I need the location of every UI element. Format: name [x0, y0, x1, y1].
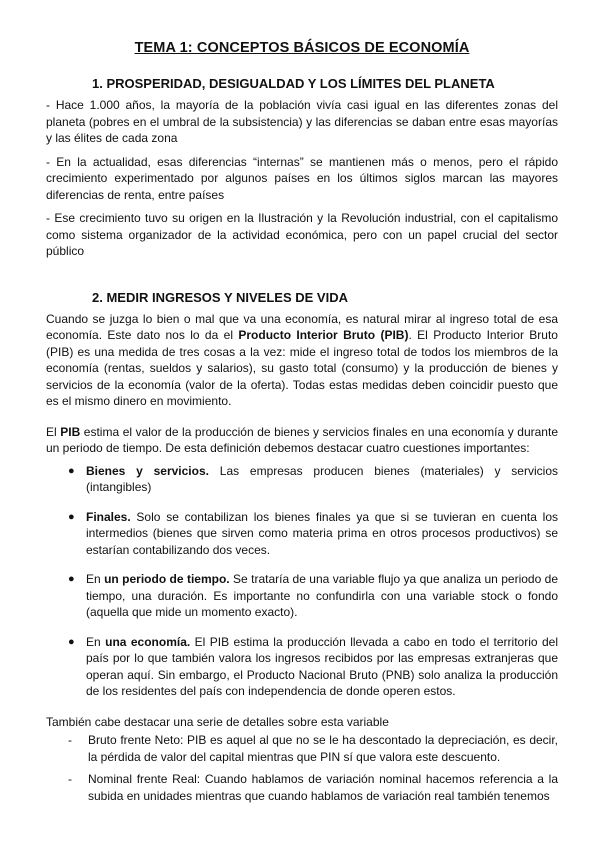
section-1-body: [46, 97, 558, 260]
list-item: ● En una economía. El PIB estima la producción llevada a cabo en todo el territorio del país por lo que también valora los ingresos recibidos por las empresas extranjeras que operan aquí. Sin embargo, el Producto Nacional Bruto (PNB) solo analiza la producción de los residentes del país con independencia de donde operen estos.: [68, 634, 558, 698]
pib-definition-paragraph: El PIB estima el valor de la producción de bienes y servicios finales en una economía y durante un periodo de tiempo. De esta definición debemos destacar cuatro cuestiones importantes:: [46, 424, 558, 455]
dash-icon: -: [68, 772, 72, 786]
details-list: [46, 732, 558, 804]
document-page: [46, 40, 558, 804]
section-1-paragraph: - Hace 1.000 años, la mayoría de la población vivía casi igual en las diferentes zonas del planeta (pobres en el umbral de la subsistencia) y las diferencias se daban entre esas mayorías y las élites de cada zona: [46, 98, 558, 145]
list-item: ● Bienes y servicios. Las empresas producen bienes (materiales) y servicios (intangibles): [68, 463, 558, 494]
section-1-paragraph: - Ese crecimiento tuvo su origen en la Ilustración y la Revolución industrial, con el capitalismo como sistema organizador de la actividad económica, pero con un papel crucial del sector público: [46, 211, 558, 258]
bullet-icon: ●: [68, 510, 75, 523]
pib-abbr: PIB: [60, 424, 81, 439]
pib-term: Producto Interior Bruto (PIB): [238, 328, 409, 342]
section-2-body: [46, 311, 558, 805]
page-title: TEMA 1: CONCEPTOS BÁSICOS DE ECONOMÍA: [134, 40, 470, 56]
bullet-icon: ●: [68, 635, 75, 648]
details-intro: También cabe destacar una serie de detalles sobre esta variable: [46, 714, 389, 729]
list-item: - Nominal frente Real: Cuando hablamos de variación nominal hacemos referencia a la subida en unidades mientras que cuando hablamos de variación real también tenemos: [68, 772, 558, 803]
bullet-icon: ●: [68, 573, 75, 585]
section-2-heading: 2. MEDIR INGRESOS Y NIVELES DE VIDA: [92, 289, 348, 305]
list-item: - Bruto frente Neto: PIB es aquel al que no se le ha descontado la depreciación, es decir, la pérdida de valor del capital mientras que PIN sí que valora este descuento.: [68, 733, 558, 764]
list-item: ● Finales. Solo se contabilizan los bienes finales ya que si se tuvieran en cuenta los intermedios (bienes que sirven como materia prima en otros procesos productivos) se estarían contabilizando dos veces.: [68, 509, 558, 557]
dash-icon: -: [68, 733, 72, 747]
bullet-icon: ●: [68, 464, 75, 477]
section-1-paragraph: - En la actualidad, esas diferencias “internas” se mantienen más o menos, pero el rápido crecimiento experimentado por algunos países en los últimos siglos marcan las mayores diferencias de renta, entre países: [46, 154, 558, 202]
section-2-intro-paragraph: Cuando se juzga lo bien o mal que va una economía, es natural mirar al ingreso total de esa economía. Este dato nos lo da el Producto Interior Bruto (PIB). El Producto Interior Bruto (PIB) es una medida de tres cosas a la vez: mide el ingreso total de todos los miembros de la economía (rentas, sueldos y salarios), su gasto total (consumo) y la producción de bienes y servicios de la economía (valor de la oferta). Todas estas medidas deben coincidir puesto que es el mismo dinero en movimiento.: [46, 311, 558, 408]
section-1-heading: 1. PROSPERIDAD, DESIGUALDAD Y LOS LÍMITES DEL PLANETA: [92, 76, 495, 91]
list-item: ● En un periodo de tiempo. Se trataría de una variable flujo ya que analiza un periodo de tiempo, una duración. Es importante no confundirla con una variable stock o fondo (aquella que mide un momento exacto).: [68, 572, 559, 619]
pib-characteristics-list: [46, 463, 558, 700]
